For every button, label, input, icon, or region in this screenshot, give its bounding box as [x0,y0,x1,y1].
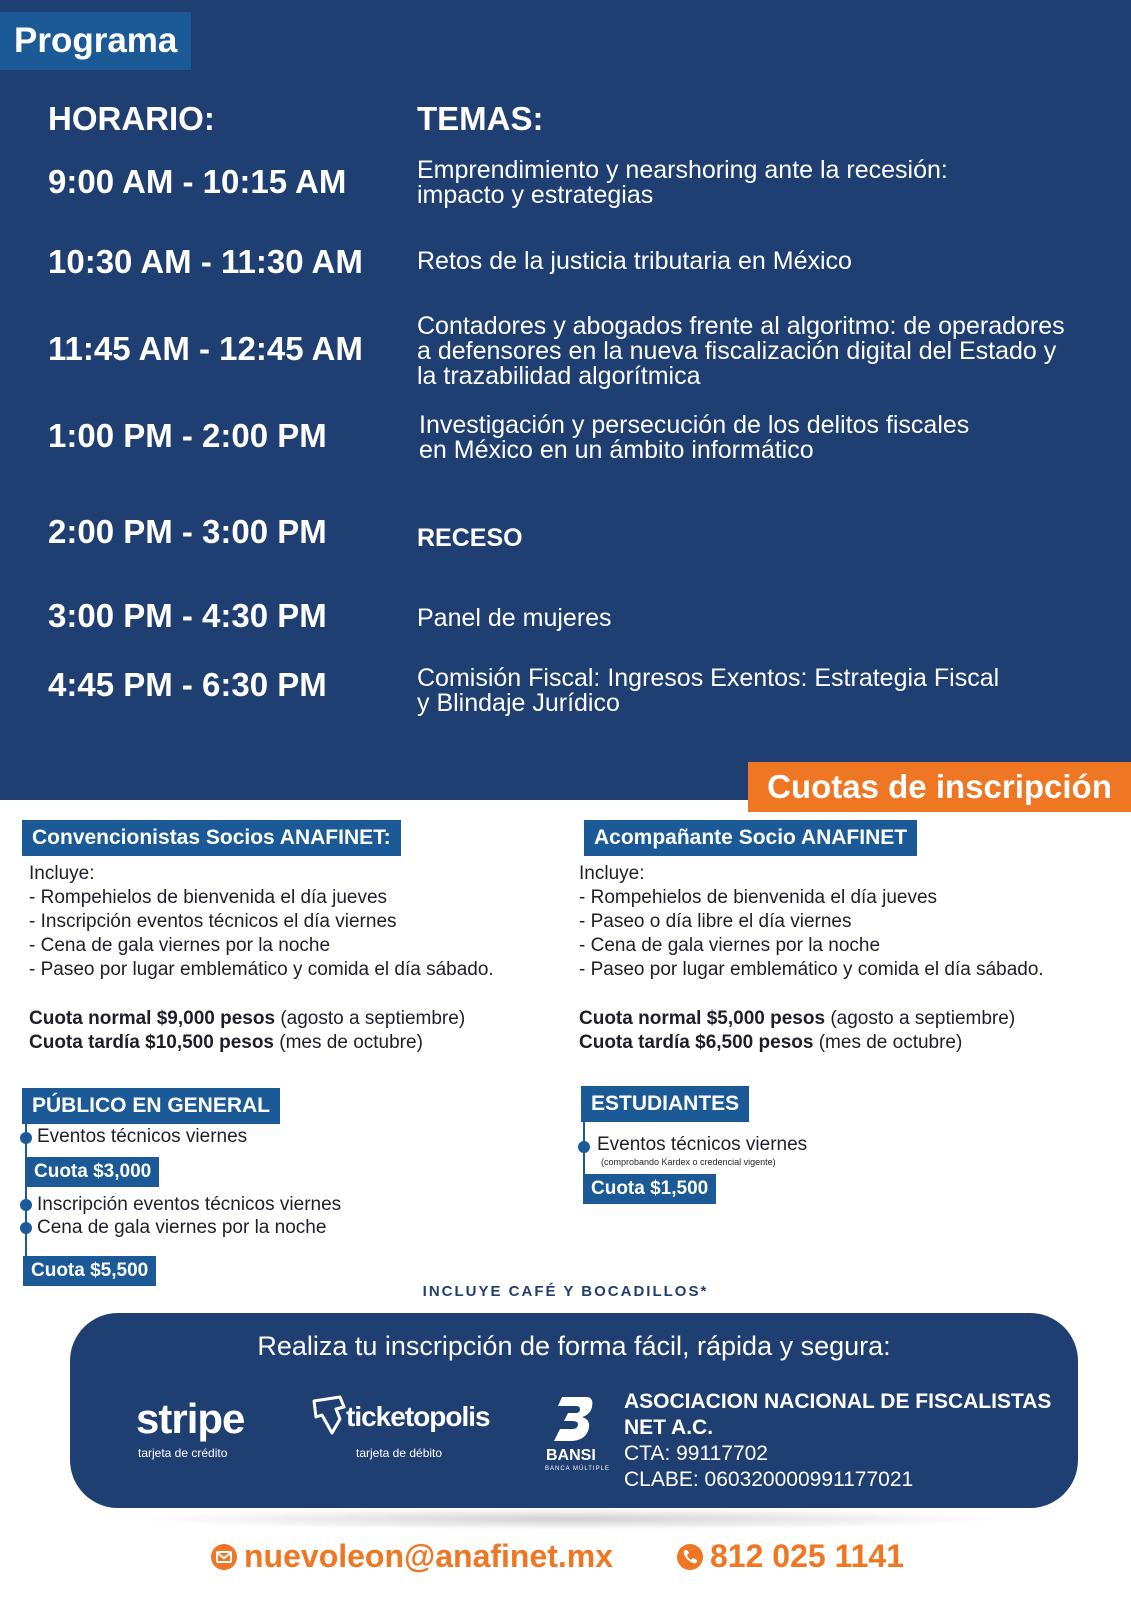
socios-late-note: (mes de octubre) [274,1032,423,1053]
payment-panel [70,1313,1078,1508]
contact-email-text[interactable]: nuevoleon@anafinet.mx [244,1538,614,1574]
estudiantes-label: ESTUDIANTES [581,1086,749,1122]
schedule-time: 9:00 AM - 10:15 AM [48,163,347,200]
list-item: - Cena de gala viernes por la noche [29,935,331,956]
schedule-topic: Panel de mujeres [417,604,612,632]
schedule-time: 2:00 PM - 3:00 PM [48,513,327,550]
acompanante-includes-list [579,862,1044,982]
stripe-caption: tarjeta de crédito [138,1446,228,1460]
payment-title: Realiza tu inscripción de forma fácil, rápida y segura: [257,1331,891,1361]
socios-normal-price: Cuota normal $9,000 pesos [29,1008,276,1029]
horario-header: HORARIO: [48,100,215,137]
estudiantes-price-1: Cuota $1,500 [583,1174,716,1204]
bansi-b-icon [548,1393,598,1445]
schedule-time: 3:00 PM - 4:30 PM [48,597,327,634]
acompanante-normal-note: (agosto a septiembre) [825,1008,1016,1029]
temas-header: TEMAS: [417,100,544,137]
socios-label: Convencionistas Socios ANAFINET: [22,820,401,856]
schedule-topic: Retos de la justicia tributaria en México [417,247,852,275]
timeline-dot [20,1132,32,1144]
contact-email[interactable] [210,1538,613,1575]
ticketopolis-logo[interactable]: ticketopolis [346,1401,490,1432]
list-item: - Paseo por lugar emblemático y comida el día sábado. [29,959,494,980]
bank-info [624,1389,1051,1493]
schedule-time: 1:00 PM - 2:00 PM [48,417,327,454]
socios-late-price: Cuota tardía $10,500 pesos [29,1032,274,1053]
timeline-dot [20,1199,32,1211]
acompanante-includes-heading: Incluye: [579,863,645,884]
publico-label: PÚBLICO EN GENERAL [22,1088,280,1124]
contact-phone-text[interactable]: 812 025 1141 [710,1538,904,1574]
list-item: - Inscripción eventos técnicos el día viernes [29,911,397,932]
cuotas-title: Cuotas de inscripción [748,762,1131,812]
panel-shadow [130,1508,1010,1530]
acompanante-normal-price: Cuota normal $5,000 pesos [579,1008,826,1029]
schedule-time: 10:30 AM - 11:30 AM [48,243,363,280]
bank-name-line-1: ASOCIACION NACIONAL DE FISCALISTAS [624,1390,1052,1413]
ticketopolis-icon [310,1395,348,1435]
acompanante-prices [579,1007,1015,1055]
ticketopolis-caption: tarjeta de débito [356,1446,443,1460]
publico-item-1: Eventos técnicos viernes [37,1126,248,1147]
acompanante-label: Acompañante Socio ANAFINET [584,820,917,856]
list-item: - Cena de gala viernes por la noche [579,935,881,956]
publico-price-1: Cuota $3,000 [26,1157,159,1187]
list-item: - Paseo por lugar emblemático y comida el día sábado. [579,959,1044,980]
estudiantes-item-1: Eventos técnicos viernes [597,1134,808,1155]
list-item: - Paseo o día libre el día viernes [579,911,852,932]
socios-prices [29,1007,465,1055]
schedule-time: 4:45 PM - 6:30 PM [48,666,327,703]
socios-includes-list [29,862,494,982]
publico-item-3: Cena de gala viernes por la noche [37,1217,327,1238]
schedule-topic: Investigación y persecución de los delitos fiscales en México en un ámbito informático [419,411,970,464]
bansi-logo[interactable]: BANSI [546,1447,596,1464]
acompanante-late-note: (mes de octubre) [813,1032,963,1053]
contact-phone[interactable] [676,1538,904,1575]
cafe-note: INCLUYE CAFÉ Y BOCADILLOS* [422,1283,709,1300]
socios-includes-heading: Incluye: [29,863,95,884]
publico-item-2: Inscripción eventos técnicos viernes [37,1194,342,1215]
timeline-dot [20,1222,32,1234]
stripe-logo[interactable]: stripe [136,1395,245,1442]
publico-price-2: Cuota $5,500 [23,1256,156,1286]
schedule-topic: Contadores y abogados frente al algoritmo: de operadores a defensores en la nueva fiscalización digital del Estado y la trazabilidad algorítmica [417,312,1065,390]
schedule-topic: Comisión Fiscal: Ingresos Exentos: Estrategia Fiscal y Blindaje Jurídico [417,664,1000,717]
list-item: - Rompehielos de bienvenida el día jueves [579,887,938,908]
socios-normal-note: (agosto a septiembre) [275,1008,466,1029]
schedule-time: 11:45 AM - 12:45 AM [48,330,363,367]
program-tab: Programa [0,12,191,70]
list-item: - Rompehielos de bienvenida el día jueves [29,887,388,908]
bank-name-line-2: NET A.C. [624,1416,714,1439]
bansi-caption: BANCA MÚLTIPLE [545,1466,610,1472]
acompanante-late-price: Cuota tardía $6,500 pesos [579,1032,814,1053]
email-icon [210,1543,238,1571]
bank-account[interactable]: CTA: 99117702 [624,1442,768,1465]
schedule-topic-receso: RECESO [417,524,523,552]
estudiantes-note: (comprobando Kardex o credencial vigente) [601,1157,776,1167]
bank-clabe[interactable]: CLABE: 060320000991177021 [624,1468,914,1491]
timeline-dot [578,1141,590,1153]
phone-icon [676,1543,704,1571]
schedule-topic: Emprendimiento y nearshoring ante la recesión: impacto y estrategias [417,156,948,209]
